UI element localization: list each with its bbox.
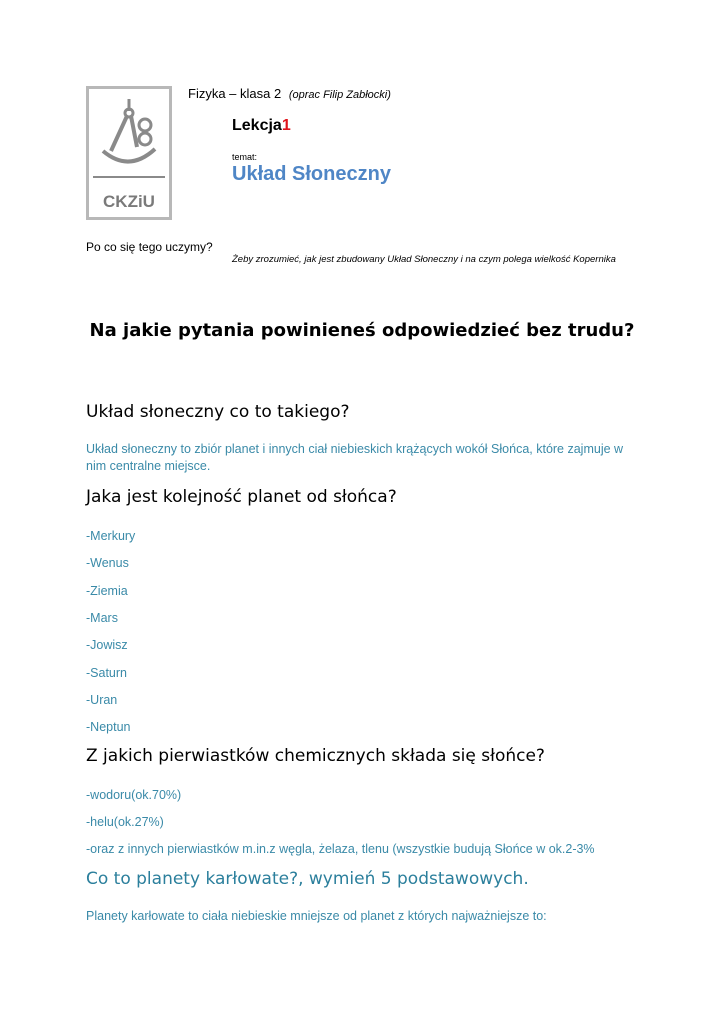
list-item: -Wenus xyxy=(86,556,129,570)
list-item: -Merkury xyxy=(86,529,136,543)
logo-text: CKZiU xyxy=(103,192,155,211)
list-item: -Uran xyxy=(86,693,118,707)
section-question: Z jakich pierwiastków chemicznych składa się słońce? xyxy=(86,746,545,766)
list-item: -wodoru(ok.70%) xyxy=(86,788,182,802)
compass-gear-icon xyxy=(89,89,169,217)
purpose-answer: Żeby zrozumieć, jak jest zbudowany Układ Słoneczny i na czym polega wielkość Kopernika xyxy=(232,254,616,265)
list-item: -Mars xyxy=(86,611,118,625)
main-heading: Na jakie pytania powinieneś odpowiedzieć bez trudu? xyxy=(89,320,635,341)
lesson-number: 1 xyxy=(281,117,291,134)
section-answer: Planety karłowate to ciała niebieskie mniejsze od planet z których najważniejsze to: xyxy=(86,909,547,923)
section-question: Co to planety karłowate?, wymień 5 podstawowych. xyxy=(86,869,529,889)
list-item: -oraz z innych pierwiastków m.in.z węgla, żelaza, tlenu (wszystkie budują Słońce w ok.2-3% xyxy=(86,842,595,856)
list-item: -Ziemia xyxy=(86,584,128,598)
list-item: -helu(ok.27%) xyxy=(86,815,164,829)
author: (oprac Filip Zabłocki) xyxy=(288,89,391,101)
purpose-question: Po co się tego uczymy? xyxy=(86,240,213,254)
topic-title: Układ Słoneczny xyxy=(232,163,391,185)
subject: Fizyka – klasa 2 xyxy=(188,86,282,101)
lesson-title xyxy=(232,117,291,135)
topic-label: temat: xyxy=(232,152,258,162)
section-question: Układ słoneczny co to takiego? xyxy=(86,402,350,422)
section-question: Jaka jest kolejność planet od słońca? xyxy=(86,487,397,507)
subject-line xyxy=(188,86,391,101)
list-item: -Saturn xyxy=(86,666,127,680)
list-item: -Neptun xyxy=(86,720,131,734)
list-item: -Jowisz xyxy=(86,638,128,652)
section-answer: Układ słoneczny to zbiór planet i innych ciał niebieskich krążących wokół Słońca, które zajmuje w nim centralne miejsce. xyxy=(86,442,624,473)
school-logo xyxy=(86,86,172,220)
lesson-label: Lekcja xyxy=(232,117,282,134)
